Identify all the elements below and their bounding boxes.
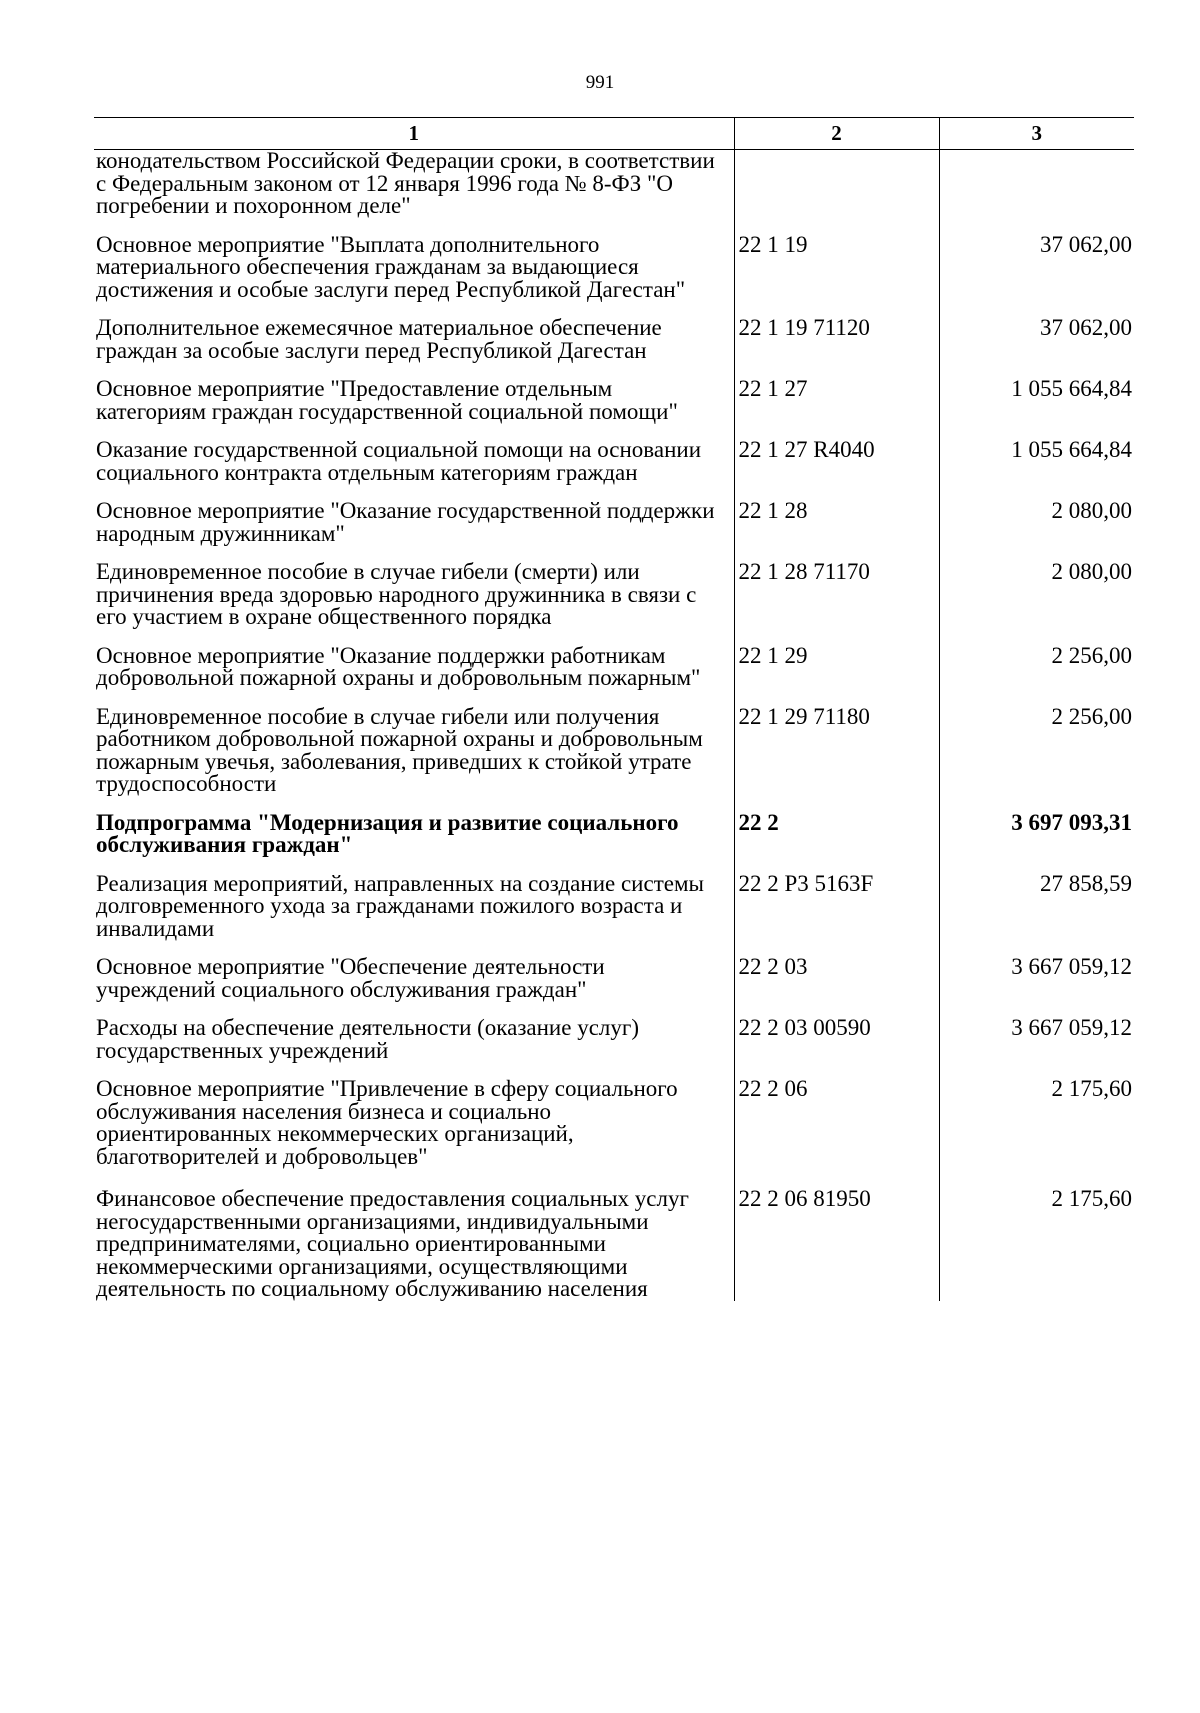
table-row [94, 317, 1134, 378]
row-code: 22 2 06 [734, 1078, 939, 1188]
table-body [94, 150, 1134, 1301]
table-row [94, 234, 1134, 318]
row-description: Основное мероприятие "Выплата дополнительного материального обеспечения гражданам за выдающиеся достижения и особые заслуги перед Республикой Дагестан" [96, 231, 686, 302]
row-code: 22 2 [734, 812, 939, 873]
row-amount: 2 256,00 [939, 645, 1134, 706]
row-amount: 3 697 093,31 [939, 812, 1134, 873]
row-amount: 37 062,00 [939, 234, 1134, 318]
row-description: Финансовое обеспечение предоставления социальных услуг негосударственными организациями, индивидуальными предпринимателями, социально ориентированными некоммерческими организациями, осуществляющими деятельность по социальному обслуживанию населения [96, 1186, 689, 1301]
row-description: Реализация мероприятий, направленных на создание системы долговременного ухода за гражданами пожилого возраста и инвалидами [96, 870, 704, 941]
row-description: Основное мероприятие "Привлечение в сферу социального обслуживания населения бизнеса и социально ориентированных некоммерческих организаций, благотворителей и добровольцев" [96, 1076, 678, 1169]
row-description: Основное мероприятие "Оказание государственной поддержки народным дружинникам" [96, 498, 715, 546]
row-description: Единовременное пособие в случае гибели (смерти) или причинения вреда здоровью народного дружинника в связи с его участием в охране общественного порядка [96, 559, 697, 629]
column-header-description: 1 [94, 118, 734, 150]
row-description: Основное мероприятие "Предоставление отдельным категориям граждан государственной социальной помощи" [96, 376, 678, 424]
row-amount: 2 175,60 [939, 1188, 1134, 1301]
row-amount: 37 062,00 [939, 317, 1134, 378]
row-code: 22 1 27 R4040 [734, 439, 939, 500]
column-header-code: 2 [734, 118, 939, 150]
budget-table [94, 117, 1134, 1301]
row-amount: 27 858,59 [939, 873, 1134, 957]
table-row [94, 956, 1134, 1017]
row-amount: 3 667 059,12 [939, 956, 1134, 1017]
table-row [94, 500, 1134, 561]
budget-table-container [94, 117, 1134, 1301]
column-header-amount: 3 [939, 118, 1134, 150]
row-code: 22 2 06 81950 [734, 1188, 939, 1301]
table-row [94, 873, 1134, 957]
table-row [94, 812, 1134, 873]
row-code: 22 1 29 [734, 645, 939, 706]
row-amount: 2 175,60 [939, 1078, 1134, 1188]
row-code: 22 1 29 71180 [734, 706, 939, 812]
row-description: Расходы на обеспечение деятельности (оказание услуг) государственных учреждений [96, 1015, 639, 1063]
row-code [734, 150, 939, 234]
row-code: 22 1 28 71170 [734, 561, 939, 645]
row-description: Основное мероприятие "Обеспечение деятельности учреждений социального обслуживания граждан" [96, 954, 605, 1002]
table-row [94, 1188, 1134, 1301]
row-amount: 2 256,00 [939, 706, 1134, 812]
table-header-row [94, 118, 1134, 150]
row-amount: 2 080,00 [939, 500, 1134, 561]
row-amount: 2 080,00 [939, 561, 1134, 645]
row-description: конодательством Российской Федерации сроки, в соответствии с Федеральным законом от 12 января 1996 года № 8-ФЗ "О погребении и похоронном деле" [96, 148, 715, 218]
page-number: 991 [585, 72, 615, 93]
row-description: Дополнительное ежемесячное материальное обеспечение граждан за особые заслуги перед Республикой Дагестан [96, 315, 662, 363]
table-row [94, 561, 1134, 645]
table-row [94, 378, 1134, 439]
row-description: Подпрограмма "Модернизация и развитие социального обслуживания граждан" [96, 809, 679, 857]
table-row [94, 439, 1134, 500]
row-code: 22 1 27 [734, 378, 939, 439]
table-row [94, 1078, 1134, 1188]
row-code: 22 1 28 [734, 500, 939, 561]
row-amount: 3 667 059,12 [939, 1017, 1134, 1078]
row-amount: 1 055 664,84 [939, 378, 1134, 439]
table-row [94, 706, 1134, 812]
row-code: 22 1 19 71120 [734, 317, 939, 378]
row-amount [939, 150, 1134, 234]
row-code: 22 2 03 [734, 956, 939, 1017]
row-code: 22 2 03 00590 [734, 1017, 939, 1078]
row-description: Основное мероприятие "Оказание поддержки работникам добровольной пожарной охраны и добровольным пожарным" [96, 642, 701, 690]
table-row [94, 1017, 1134, 1078]
row-description: Единовременное пособие в случае гибели или получения работником добровольной пожарной охраны и добровольным пожарным увечья, заболевания, приведших к стойкой утрате трудоспособности [96, 703, 703, 796]
table-row [94, 150, 1134, 234]
row-code: 22 2 P3 5163F [734, 873, 939, 957]
row-description: Оказание государственной социальной помощи на основании социального контракта отдельным категориям граждан [96, 437, 701, 485]
table-row [94, 645, 1134, 706]
row-code: 22 1 19 [734, 234, 939, 318]
row-amount: 1 055 664,84 [939, 439, 1134, 500]
